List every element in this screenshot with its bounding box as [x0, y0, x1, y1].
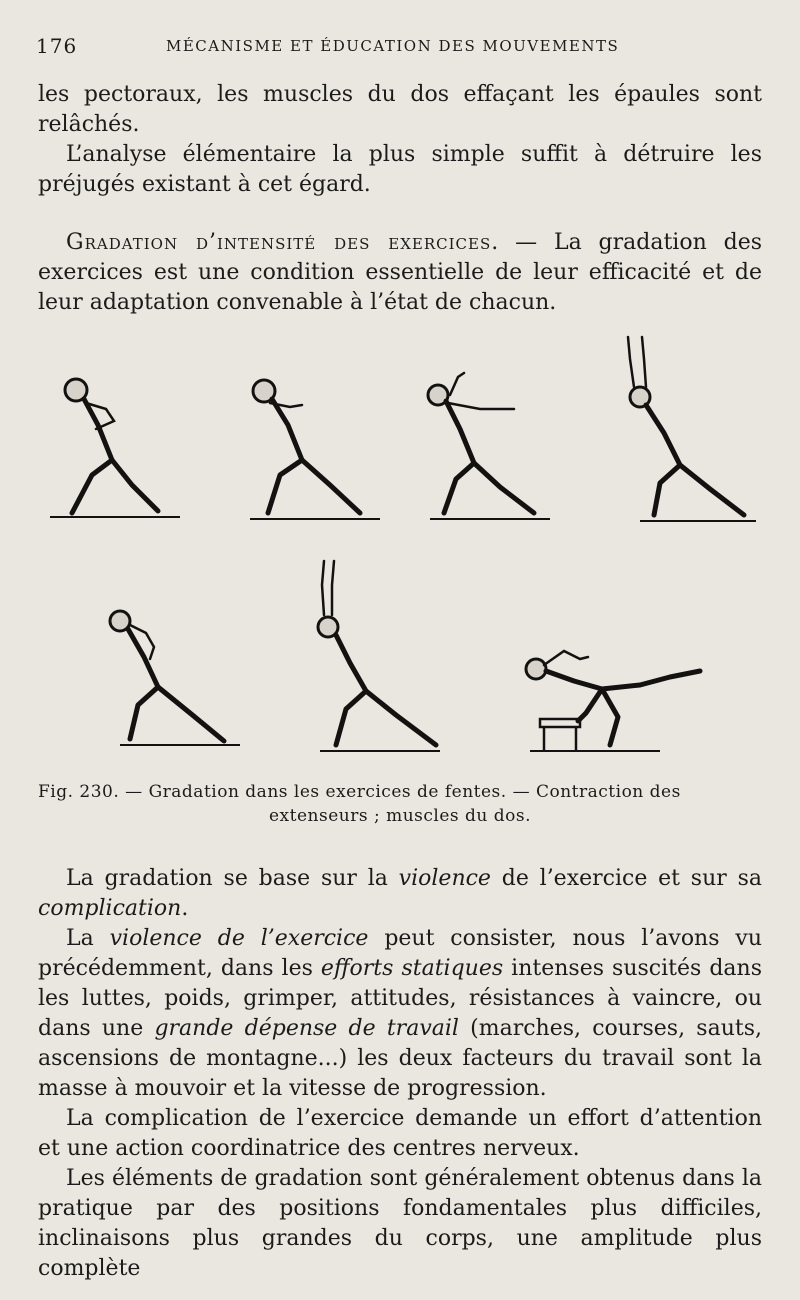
- stick-figure-6: [318, 561, 440, 751]
- paragraph-continued: les pectoraux, les muscles du dos effaçant les épaules sont relâchés.: [38, 82, 762, 137]
- stick-figure-3: [428, 373, 550, 519]
- stick-figure-7: [526, 651, 700, 751]
- emphasis-violence: violence: [398, 866, 491, 891]
- text-run: (marches, courses, sauts, ascensions de montagne...) les deux facteurs du travail sont la masse à mouvoir et la vitesse de progression.: [38, 1016, 762, 1101]
- caption-line-2: extenseurs ; muscles du dos.: [268, 806, 532, 826]
- section-dash: . —: [491, 230, 554, 255]
- text-run: de l’exercice et sur sa: [490, 866, 762, 891]
- paragraph-analysis: L’analyse élémentaire la plus simple suffit à détruire les préjugés existant à cet égard.: [38, 142, 762, 197]
- lunge-illustration: [40, 325, 760, 775]
- text-run: peut consister, nous l’avons vu précédemment, dans les: [38, 926, 762, 981]
- caption-line-1: Fig. 230. — Gradation dans les exercices de fentes. — Contraction des: [38, 782, 681, 802]
- paragraph-violence: [38, 924, 762, 1104]
- emphasis-static-efforts: efforts statiques: [320, 956, 504, 981]
- section-text: La gradation des exercices est une condition essentielle de leur efficacité et de leur adaptation convenable à l’état de chacun.: [38, 230, 763, 315]
- section-paragraph: [38, 228, 762, 318]
- emphasis-work-expense: grande dépense de travail: [154, 1016, 459, 1041]
- stick-figure-5: [110, 611, 240, 745]
- text-run: intenses suscités dans les luttes, poids, grimper, attitudes, résistances à vaincre, ou dans une: [38, 956, 762, 1041]
- running-head: MÉCANISME ET ÉDUCATION DES MOUVEMENTS: [166, 37, 620, 55]
- stick-figure-4: [628, 337, 756, 521]
- section-title: Gradation d’intensité des exercices: [66, 230, 492, 255]
- paragraph-complication: La complication de l’exercice demande un effort d’attention et une action coordinatrice des centres nerveux.: [38, 1106, 762, 1161]
- page-number: 176: [36, 34, 78, 58]
- top-text: [38, 80, 762, 200]
- text-run: .: [181, 896, 189, 921]
- emphasis-complication: complication: [38, 896, 182, 921]
- text-run: La: [66, 926, 110, 951]
- section-gradation: [38, 228, 762, 318]
- paragraph-gradation-basis: [38, 864, 762, 924]
- stick-figure-2: [250, 380, 380, 519]
- paragraph-elements: Les éléments de gradation sont généralement obtenus dans la pratique par des positions fondamentales plus difficiles, inclinaisons plus grandes du corps, une amplitude plus complète: [38, 1166, 762, 1281]
- figure-caption: [38, 780, 762, 828]
- page-header: [36, 34, 764, 58]
- emphasis-violence-exercise: violence de l’exercice: [109, 926, 369, 951]
- text-run: La gradation se base sur la: [66, 866, 399, 891]
- stick-figure-1: [50, 379, 180, 517]
- figure-230: [40, 325, 760, 775]
- bottom-text: [38, 864, 762, 1284]
